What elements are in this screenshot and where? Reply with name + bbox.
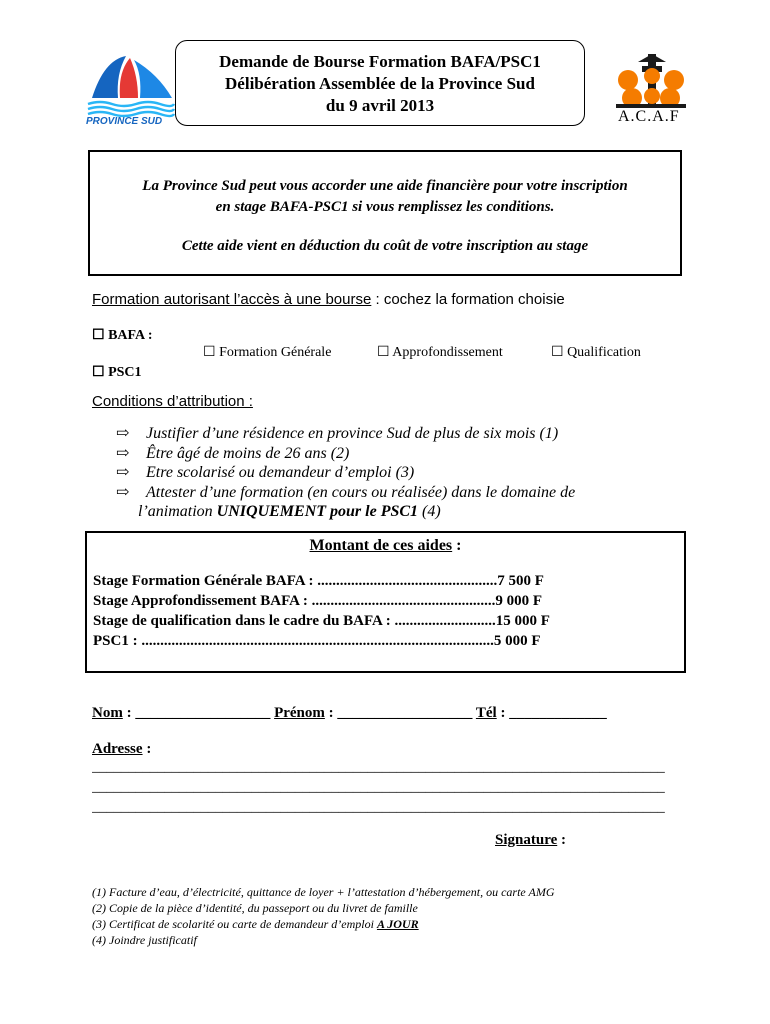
address-line-field[interactable]: _______________________________________________________________________________ bbox=[92, 759, 665, 775]
psc1-checkbox-row[interactable] bbox=[92, 364, 142, 381]
adresse-suffix: : bbox=[142, 741, 152, 757]
intro-line-2: en stage BAFA-PSC1 si vous remplissez les conditions. bbox=[215, 199, 555, 215]
psc1-checkbox[interactable]: ☐ bbox=[92, 365, 105, 380]
footnote-2: (2) Copie de la pièce d’identité, du passeport ou du livret de famille bbox=[92, 901, 418, 915]
province-sud-logo-text: PROVINCE SUD bbox=[86, 116, 163, 127]
title-line-2: Délibération Assemblée de la Province Sud bbox=[225, 74, 535, 93]
condition-text: Etre scolarisé ou demandeur d’emploi (3) bbox=[146, 464, 415, 481]
address-line-field[interactable]: _______________________________________________________________________________ bbox=[92, 779, 665, 795]
footnote-3-bold: A JOUR bbox=[376, 917, 419, 931]
option-formation-generale-checkbox[interactable]: ☐ bbox=[203, 345, 216, 360]
amounts-heading bbox=[87, 537, 684, 555]
conditions-list bbox=[116, 424, 678, 522]
condition-cont-bold: UNIQUEMENT pour le PSC1 bbox=[216, 503, 419, 520]
footnote-1: (1) Facture d’eau, d’électricité, quittance de loyer + l’attestation d’hébergement, ou carte AMG bbox=[92, 885, 555, 899]
formation-heading-suffix: : cochez la formation choisie bbox=[371, 291, 565, 308]
amount-row: Stage Approfondissement BAFA : .................................................9 000 F bbox=[93, 593, 543, 609]
arrow-right-icon: ⇨ bbox=[116, 425, 130, 442]
condition-item-continuation bbox=[116, 502, 678, 522]
signature-suffix: : bbox=[557, 832, 566, 848]
option-approfondissement-label: Approfondissement bbox=[392, 345, 503, 360]
bafa-checkbox-row[interactable] bbox=[92, 327, 153, 344]
option-qualification-checkbox[interactable]: ☐ bbox=[551, 345, 564, 360]
tel-field[interactable]: : _____________ bbox=[496, 705, 607, 721]
option-formation-generale-label: Formation Générale bbox=[219, 345, 332, 360]
condition-cont-suffix: (4) bbox=[418, 503, 441, 520]
condition-item bbox=[116, 444, 678, 464]
intro-line-3: Cette aide vient en déduction du coût de votre inscription au stage bbox=[181, 238, 589, 254]
amounts-heading-label: Montant de ces aides bbox=[309, 537, 453, 554]
acaf-logo bbox=[612, 52, 690, 126]
option-qualification-label: Qualification bbox=[567, 345, 641, 360]
footnote-3 bbox=[92, 917, 419, 932]
option-approfondissement-checkbox[interactable]: ☐ bbox=[377, 345, 390, 360]
acaf-emblem-icon bbox=[612, 52, 690, 110]
condition-text: Être âgé de moins de 26 ans (2) bbox=[146, 444, 350, 462]
condition-text: Justifier d’une résidence en province Sud de plus de six mois (1) bbox=[146, 425, 559, 442]
nom-label: Nom bbox=[92, 705, 123, 721]
amounts-heading-suffix: : bbox=[452, 537, 462, 554]
bafa-label: BAFA : bbox=[108, 328, 153, 343]
footnote-3-text: (3) Certificat de scolarité ou carte de demandeur d’emploi bbox=[92, 917, 377, 931]
intro-box bbox=[88, 150, 682, 276]
nom-field[interactable]: : __________________ bbox=[122, 705, 275, 721]
condition-cont-prefix: l’animation bbox=[138, 503, 217, 520]
identity-line bbox=[92, 705, 607, 722]
formation-heading bbox=[92, 291, 565, 308]
formation-heading-label: Formation autorisant l’accès à une bourse bbox=[92, 291, 372, 308]
title-box bbox=[175, 40, 585, 126]
tel-label: Tél bbox=[475, 705, 497, 721]
condition-item bbox=[116, 424, 678, 444]
intro-line-1: La Province Sud peut vous accorder une aide financière pour votre inscription bbox=[142, 178, 628, 194]
signature-label: Signature bbox=[495, 832, 558, 848]
option-qualification[interactable] bbox=[551, 344, 641, 361]
address-line-field[interactable]: _______________________________________________________________________________ bbox=[92, 799, 665, 815]
acaf-logo-text: A.C.A.F bbox=[618, 108, 680, 125]
condition-item bbox=[116, 483, 678, 503]
condition-text: Attester d’une formation (en cours ou réalisée) dans le domaine de bbox=[146, 483, 576, 501]
prenom-label: Prénom bbox=[274, 705, 325, 721]
signature-field[interactable] bbox=[495, 832, 566, 849]
psc1-label: PSC1 bbox=[108, 365, 142, 380]
bafa-checkbox[interactable]: ☐ bbox=[92, 328, 105, 343]
amount-row: Stage Formation Générale BAFA : ................................................7 500 F bbox=[93, 573, 544, 589]
title-line-3: du 9 avril 2013 bbox=[325, 96, 435, 115]
arrow-right-icon: ⇨ bbox=[116, 483, 130, 501]
province-sud-logo bbox=[82, 50, 178, 130]
option-formation-generale[interactable] bbox=[203, 344, 331, 361]
amount-row: PSC1 : ..............................................................................................5 000 F bbox=[93, 633, 541, 649]
prenom-field[interactable]: : __________________ bbox=[324, 705, 476, 721]
condition-item bbox=[116, 463, 678, 483]
option-approfondissement[interactable] bbox=[377, 344, 503, 361]
conditions-heading: Conditions d’attribution : bbox=[92, 393, 253, 410]
adresse-label: Adresse bbox=[92, 741, 143, 757]
amounts-box bbox=[85, 531, 686, 673]
arrow-right-icon: ⇨ bbox=[116, 464, 130, 481]
arrow-right-icon: ⇨ bbox=[116, 444, 130, 462]
adresse-heading bbox=[92, 741, 151, 758]
title-line-1: Demande de Bourse Formation BAFA/PSC1 bbox=[219, 52, 541, 71]
amount-row: Stage de qualification dans le cadre du BAFA : ...........................15 000 F bbox=[93, 613, 550, 629]
footnote-4: (4) Joindre justificatif bbox=[92, 933, 197, 947]
